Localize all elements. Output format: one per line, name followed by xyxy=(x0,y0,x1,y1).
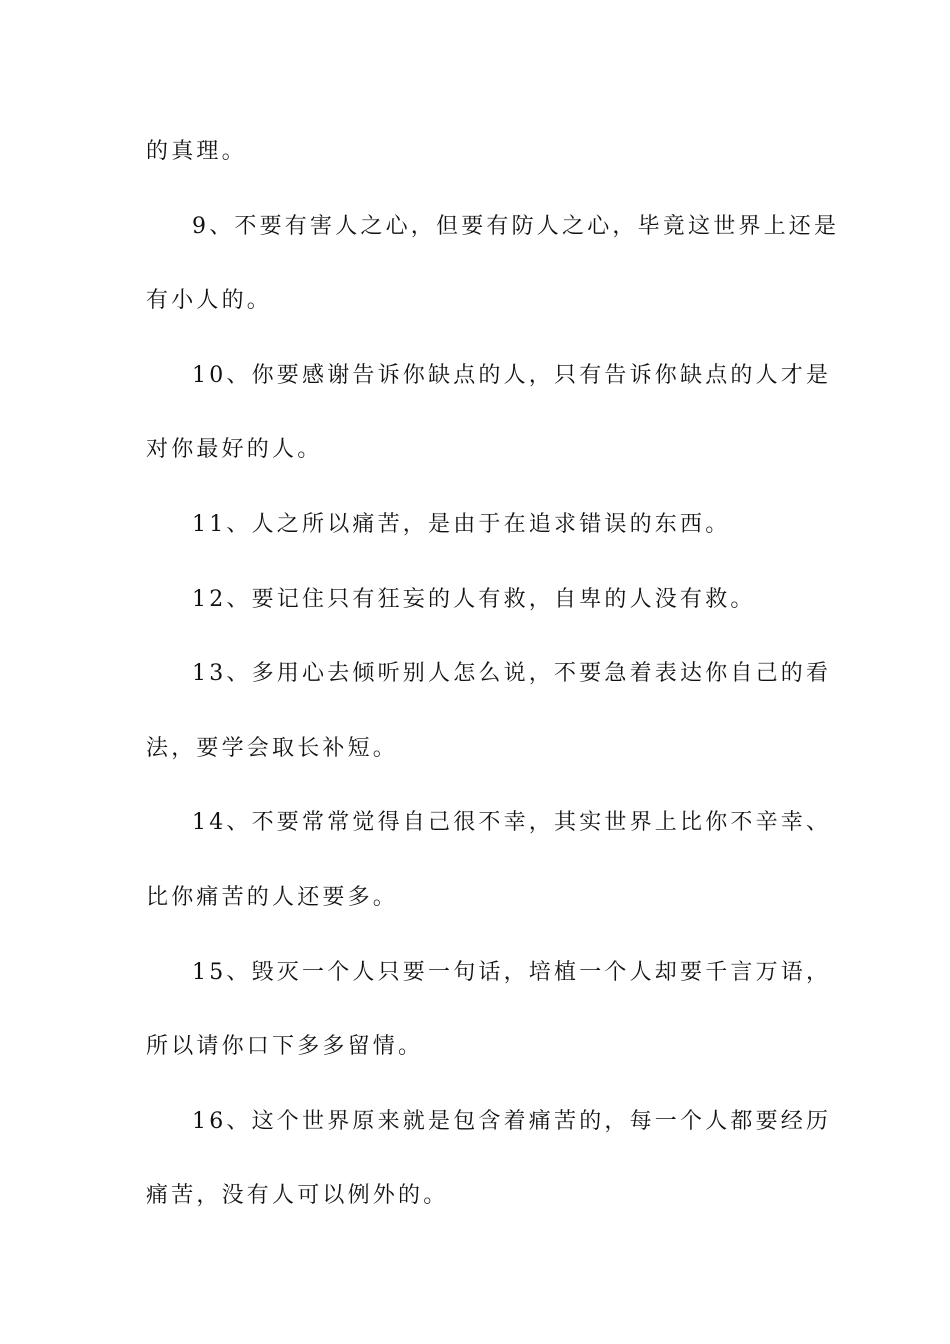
text-line: 有小人的。 xyxy=(146,288,273,314)
text-line: 所以请你口下多多留情。 xyxy=(146,1034,424,1060)
text-line: 15、毁灭一个人只要一句话，培植一个人却要千言万语， xyxy=(192,959,832,985)
text-line: 10、你要感谢告诉你缺点的人，只有告诉你缺点的人才是 xyxy=(192,362,832,388)
text-column xyxy=(146,130,840,1249)
text-line: 痛苦，没有人可以例外的。 xyxy=(146,1183,449,1209)
text-line: 14、不要常常觉得自己很不幸，其实世界上比你不辛幸、 xyxy=(192,810,832,836)
text-line: 16、这个世界原来就是包含着痛苦的，每一个人都要经历 xyxy=(192,1108,832,1134)
text-line: 对你最好的人。 xyxy=(146,437,323,463)
text-line: 法，要学会取长补短。 xyxy=(146,735,399,761)
text-line: 12、要记住只有狂妄的人有救，自卑的人没有救。 xyxy=(192,586,756,612)
text-line: 9、不要有害人之心，但要有防人之心，毕竟这世界上还是 xyxy=(192,213,840,239)
text-line: 比你痛苦的人还要多。 xyxy=(146,884,399,910)
text-line: 13、多用心去倾听别人怎么说，不要急着表达你自己的看 xyxy=(192,661,832,687)
text-line: 11、人之所以痛苦，是由于在追求错误的东西。 xyxy=(192,511,731,537)
text-line: 的真理。 xyxy=(146,139,247,164)
